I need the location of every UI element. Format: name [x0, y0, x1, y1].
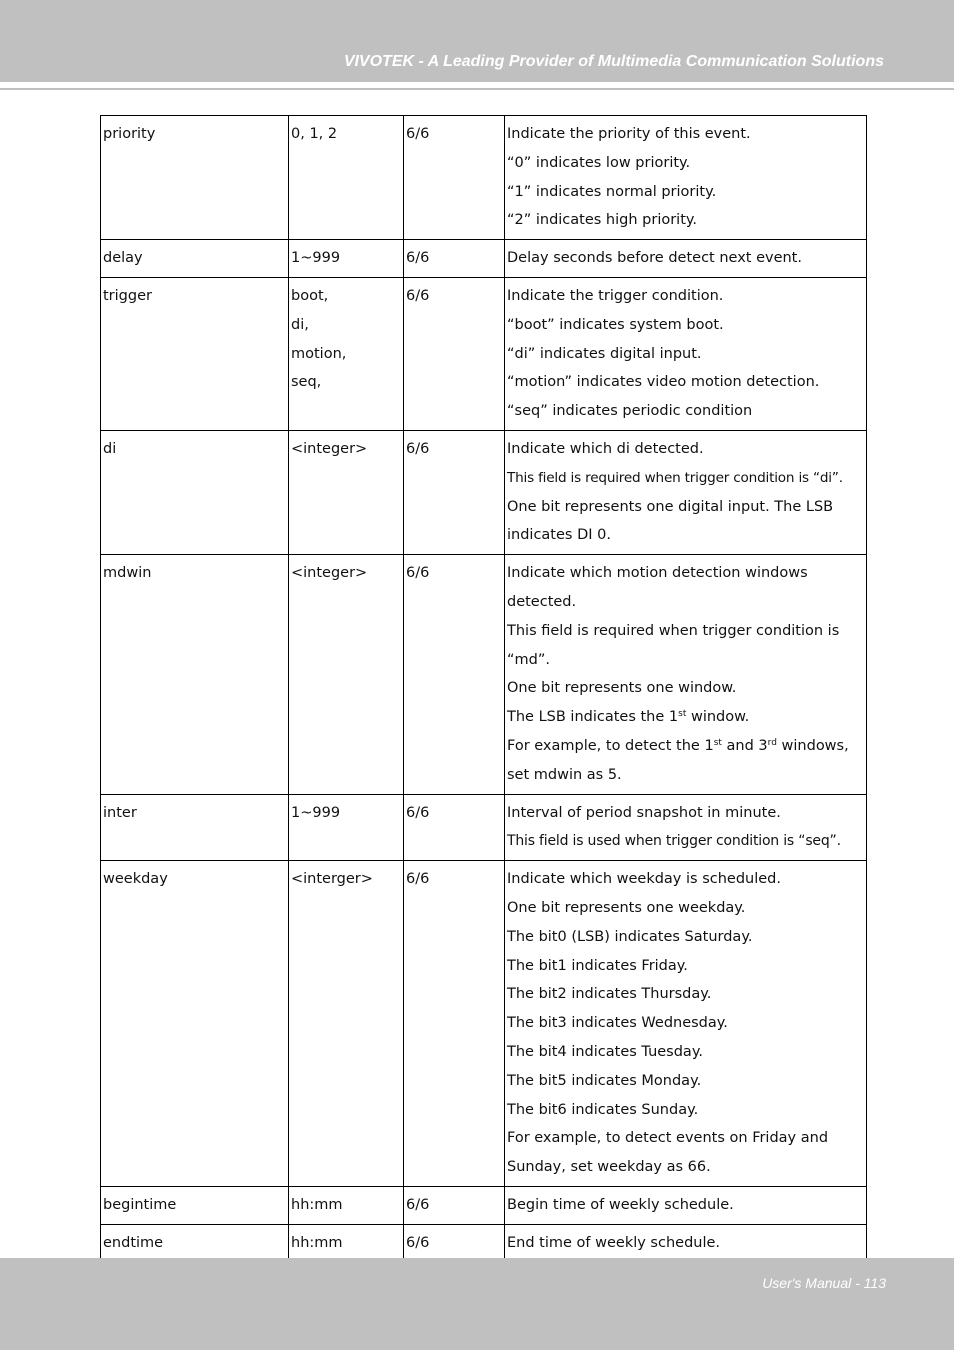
param-description: Indicate which di detected. This field is required when trigger condition is “di”. One bit represents one digital input. The LSB indicates DI 0.	[505, 430, 867, 554]
param-value: 0, 1, 2	[289, 116, 404, 240]
param-security: 6/6	[404, 1186, 505, 1224]
param-name: begintime	[101, 1186, 289, 1224]
param-name: mdwin	[101, 555, 289, 794]
param-name: trigger	[101, 277, 289, 430]
param-security: 6/6	[404, 555, 505, 794]
param-value: 1~999	[289, 240, 404, 278]
param-name: weekday	[101, 861, 289, 1187]
example-line: For example, to detect the 1st and 3rd windows,	[507, 737, 849, 754]
param-security: 6/6	[404, 116, 505, 240]
parameter-table	[100, 115, 867, 1291]
param-description: Indicate the trigger condition. “boot” indicates system boot. “di” indicates digital input. “motion” indicates video motion detection. “seq” indicates periodic condition	[505, 277, 867, 430]
header-title: VIVOTEK - A Leading Provider of Multimedia Communication Solutions	[343, 53, 884, 70]
table-row	[101, 116, 867, 240]
param-name: delay	[101, 240, 289, 278]
page-footer	[0, 1258, 954, 1350]
param-description: Indicate which weekday is scheduled. One bit represents one weekday. The bit0 (LSB) indicates Saturday. The bit1 indicates Friday. The bit2 indicates Thursday. The bit3 indicates Wednesday. The bit4 indicates Tuesday. The bit5 indicates Monday. The bit6 indicates Sunday. For example, to detect events on Friday and Sunday, set weekday as 66.	[505, 861, 867, 1187]
param-description: Indicate the priority of this event. “0” indicates low priority. “1” indicates normal priority. “2” indicates high priority.	[505, 116, 867, 240]
param-value: hh:mm	[289, 1186, 404, 1224]
param-security: 6/6	[404, 277, 505, 430]
param-description: Delay seconds before detect next event.	[505, 240, 867, 278]
table-row	[101, 555, 867, 794]
page-header	[0, 0, 954, 82]
header-divider	[0, 88, 954, 90]
param-security: 6/6	[404, 794, 505, 861]
param-value: hh:mm	[289, 1224, 404, 1291]
param-value: <interger>	[289, 861, 404, 1187]
param-name: priority	[101, 116, 289, 240]
param-description: Interval of period snapshot in minute. This field is used when trigger condition is “seq”.	[505, 794, 867, 861]
page-number: User's Manual - 113	[762, 1275, 886, 1291]
param-value: 1~999	[289, 794, 404, 861]
param-security: 6/6	[404, 1224, 505, 1291]
param-value: boot, di, motion, seq,	[289, 277, 404, 430]
param-name: endtime	[101, 1224, 289, 1291]
param-description: Indicate which motion detection windows detected. This field is required when trigger condition is “md”. One bit represents one window. The LSB indicates the 1st window. For example, to detect the 1st and 3rd windows, set mdwin as 5.	[505, 555, 867, 794]
table-row	[101, 430, 867, 554]
param-description: End time of weekly schedule.	[505, 1224, 867, 1291]
param-description: Begin time of weekly schedule.	[505, 1186, 867, 1224]
param-name: inter	[101, 794, 289, 861]
param-security: 6/6	[404, 240, 505, 278]
lsb-line: The LSB indicates the 1st window.	[507, 709, 750, 726]
table-row	[101, 861, 867, 1187]
param-security: 6/6	[404, 430, 505, 554]
table-row	[101, 1186, 867, 1224]
param-name: di	[101, 430, 289, 554]
param-value: <integer>	[289, 430, 404, 554]
table-row	[101, 240, 867, 278]
table-row	[101, 794, 867, 861]
param-security: 6/6	[404, 861, 505, 1187]
table-row	[101, 277, 867, 430]
param-value: <integer>	[289, 555, 404, 794]
